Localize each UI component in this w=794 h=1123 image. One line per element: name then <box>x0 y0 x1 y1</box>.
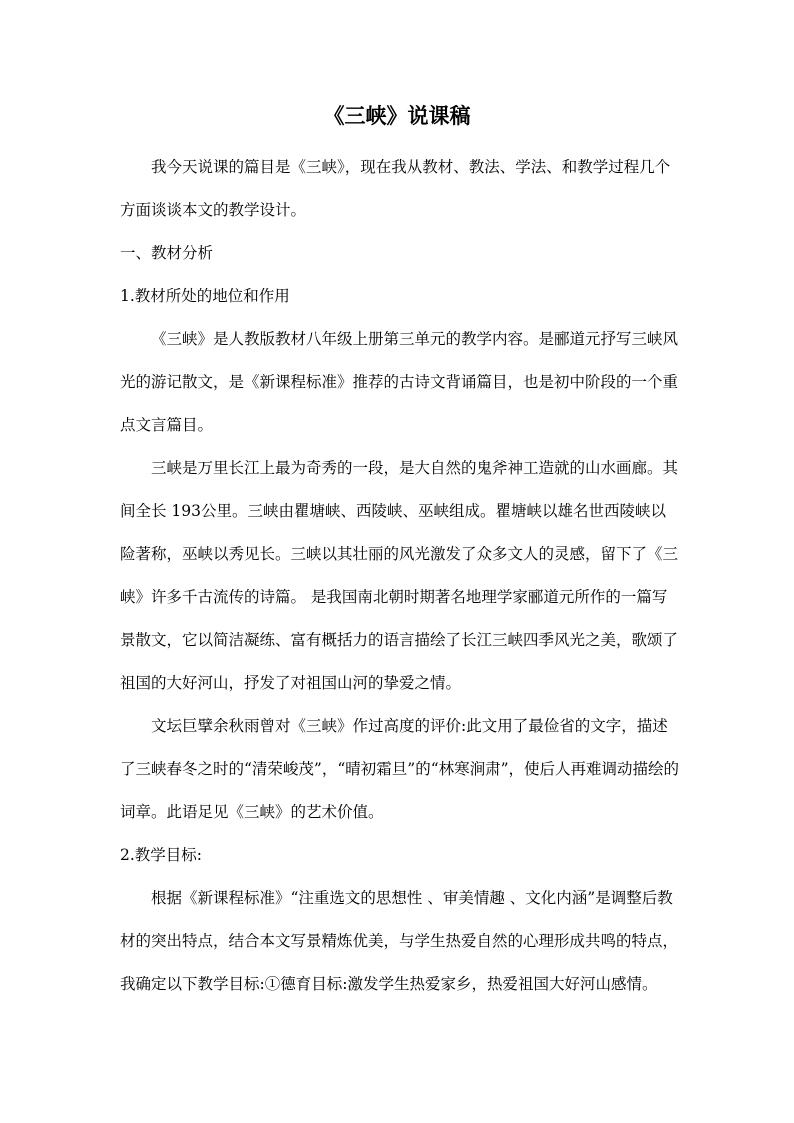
subheading-position-role: 1.教材所处的地位和作用 <box>120 287 290 305</box>
paragraph-textbook-content: 《三峡》是人教版教材八年级上册第三单元的教学内容。是郦道元抒写三峡风光的游记散文，是《新课程标准》推荐的古诗文背诵篇目，也是初中阶段的一个重点文言篇目。 <box>120 330 679 434</box>
document-body <box>120 146 680 1006</box>
section-heading-textbook-analysis: 一、教材分析 <box>120 244 214 262</box>
page-title: 《三峡》说课稿 <box>323 103 471 128</box>
intro-paragraph: 我今天说课的篇目是《三峡》，现在我从教材、教法、学法、和教学过程几个方面谈谈本文的教学设计。 <box>120 158 671 219</box>
subheading-teaching-goals: 2.教学目标: <box>120 846 203 864</box>
paragraph-teaching-goals: 根据《新课程标准》“注重选文的思想性 、审美情趣 、文化内涵”是调整后教材的突出特点，结合本文写景精炼优美，与学生热爱自然的心理形成共鸣的特点，我确定以下教学目标:①德育目标:激发学生热爱家乡，热爱祖国大好河山感情。 <box>120 889 679 993</box>
paragraph-three-gorges: 三峡是万里长江上最为奇秀的一段，是大自然的鬼斧神工造就的山水画廊。其间全长 193公里。三峡由瞿塘峡、西陵峡、巫峡组成。瞿塘峡以雄名世西陵峡以险著称，巫峡以秀见长。三峡以其壮丽的风光激发了众多文人的灵感，留下了《三峡》许多千古流传的诗篇。 是我国南北朝时期著名地理学家郦道元所作的一篇写景散文，它以简洁凝练、富有概括力的语言描绘了长江三峡四季风光之美，歌颂了祖国的大好河山，抒发了对祖国山河的挚爱之情。 <box>120 459 679 692</box>
paragraph-yu-qiuyu-evaluation: 文坛巨擘余秋雨曾对《三峡》作过高度的评价:此文用了最俭省的文字，描述了三峡春冬之时的“清荣峻茂”，“晴初霜旦”的“林寒涧肃”，使后人再难调动描绘的词章。此语足见《三峡》的艺术价值。 <box>120 717 680 821</box>
